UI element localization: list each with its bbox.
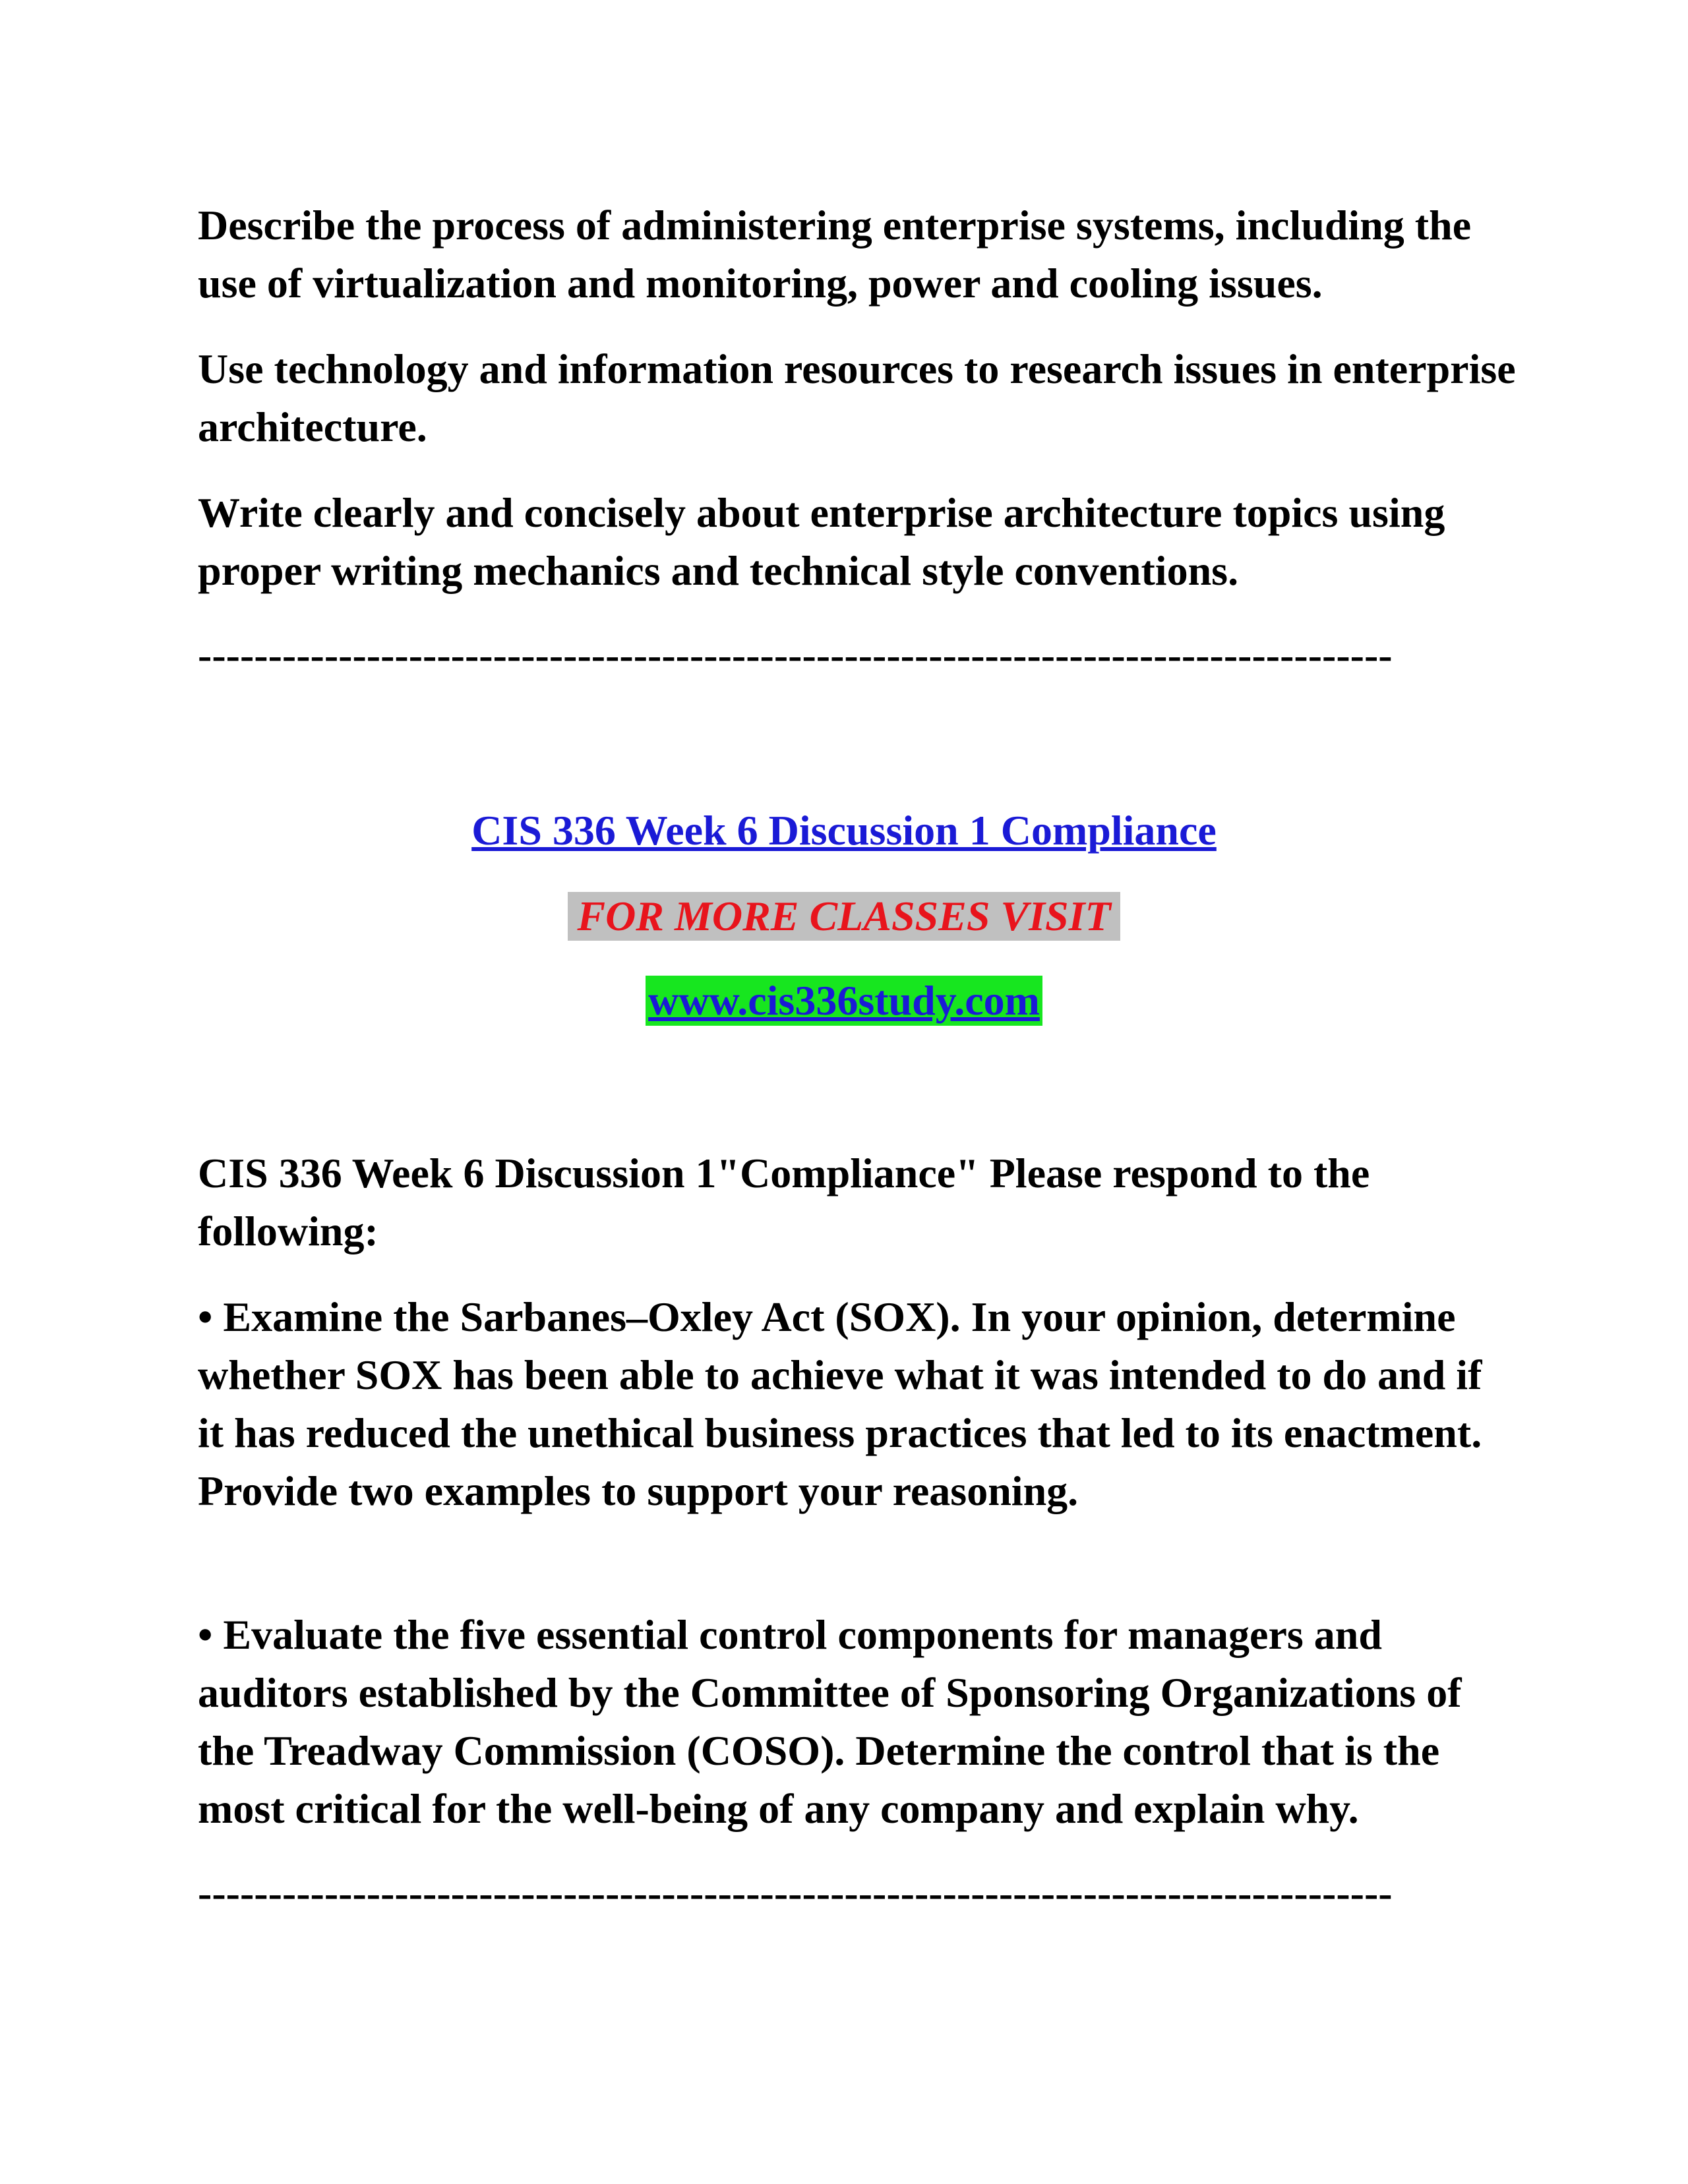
discussion-heading: CIS 336 Week 6 Discussion 1"Compliance" Please respond to the following: — [198, 1150, 1370, 1254]
website-link[interactable]: www.cis336study.com — [646, 976, 1042, 1026]
promo-row — [0, 887, 1688, 945]
discussion-bullet-1: • Examine the Sarbanes–Oxley Act (SOX). In your opinion, determine whether SOX has been able to achieve what it was intended to do and if it has reduced the unethical business practices that led to its enactment. Provide two examples to support your reasoning. — [198, 1293, 1482, 1514]
objective-paragraph-2: Use technology and information resources to research issues in enterprise architecture. — [198, 345, 1516, 450]
objective-paragraph-1: Describe the process of administering enterprise systems, including the use of virtualization and monitoring, power and cooling issues. — [198, 202, 1472, 307]
separator-line-bottom: ------------------------------------------------------------------------------------- — [198, 1870, 1393, 1916]
course-title-link[interactable]: CIS 336 Week 6 Discussion 1 Compliance — [471, 807, 1217, 854]
separator-line-top: ------------------------------------------------------------------------------------- — [198, 632, 1393, 678]
course-title-row — [0, 802, 1688, 860]
discussion-bullet-2: • Evaluate the five essential control components for managers and auditors established by the Committee of Sponsoring Organizations of the Treadway Commission (COSO). Determine the control that is the most critical for the well-being of any company and explain why. — [198, 1611, 1462, 1832]
objective-paragraph-3: Write clearly and concisely about enterprise architecture topics using proper writing mechanics and technical style conventions. — [198, 489, 1445, 594]
promo-banner: FOR MORE CLASSES VISIT — [568, 892, 1120, 941]
website-row — [0, 972, 1688, 1030]
